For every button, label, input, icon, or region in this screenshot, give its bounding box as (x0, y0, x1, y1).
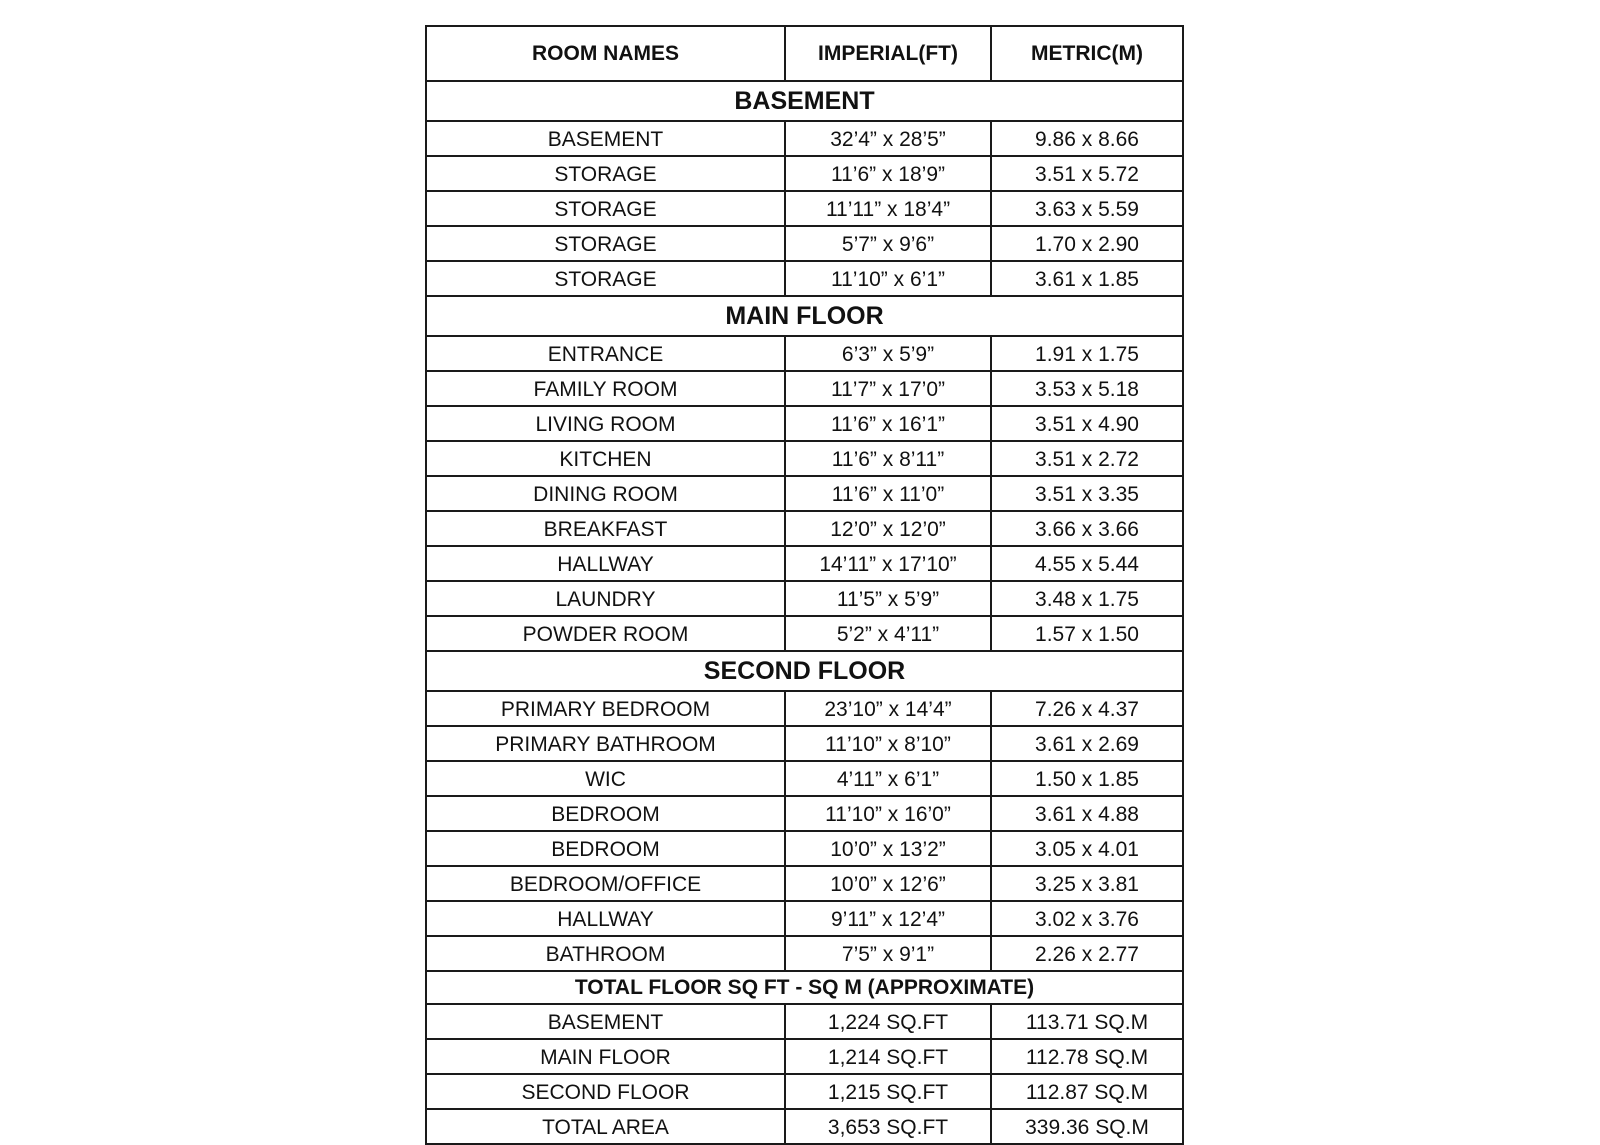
room-name-cell: BEDROOM (426, 796, 785, 831)
table-row (426, 866, 1183, 901)
imperial-cell: 10’0” x 13’2” (785, 831, 991, 866)
imperial-cell: 11’10” x 6’1” (785, 261, 991, 296)
metric-cell: 3.51 x 5.72 (991, 156, 1183, 191)
totals-section-title: TOTAL FLOOR SQ FT - SQ M (APPROXIMATE) (426, 971, 1183, 1004)
room-name-cell: STORAGE (426, 226, 785, 261)
totals-section (426, 971, 1183, 1004)
table-row (426, 406, 1183, 441)
room-name-cell: HALLWAY (426, 901, 785, 936)
table-row (426, 476, 1183, 511)
room-name-cell: FAMILY ROOM (426, 371, 785, 406)
imperial-cell: 12’0” x 12’0” (785, 511, 991, 546)
table-body (426, 81, 1183, 1144)
metric-cell: 3.51 x 4.90 (991, 406, 1183, 441)
section-basement-title: BASEMENT (426, 81, 1183, 121)
imperial-cell: 10’0” x 12’6” (785, 866, 991, 901)
room-name-cell: TOTAL AREA (426, 1109, 785, 1144)
imperial-cell: 11’6” x 18’9” (785, 156, 991, 191)
room-name-cell: ENTRANCE (426, 336, 785, 371)
imperial-cell: 5’7” x 9’6” (785, 226, 991, 261)
metric-cell: 3.63 x 5.59 (991, 191, 1183, 226)
table-row (426, 1004, 1183, 1039)
table-row (426, 371, 1183, 406)
metric-cell: 3.51 x 2.72 (991, 441, 1183, 476)
table-header-row (426, 26, 1183, 81)
imperial-cell: 11’6” x 11’0” (785, 476, 991, 511)
room-name-cell: HALLWAY (426, 546, 785, 581)
metric-cell: 4.55 x 5.44 (991, 546, 1183, 581)
table-row (426, 831, 1183, 866)
metric-cell: 7.26 x 4.37 (991, 691, 1183, 726)
room-name-cell: WIC (426, 761, 785, 796)
table-row (426, 121, 1183, 156)
table-row (426, 691, 1183, 726)
metric-cell: 3.61 x 1.85 (991, 261, 1183, 296)
table-row (426, 1074, 1183, 1109)
imperial-cell: 14’11” x 17’10” (785, 546, 991, 581)
table-row (426, 261, 1183, 296)
table-row (426, 441, 1183, 476)
room-name-cell: SECOND FLOOR (426, 1074, 785, 1109)
table-row (426, 1109, 1183, 1144)
imperial-cell: 11’6” x 16’1” (785, 406, 991, 441)
section-second-floor-title: SECOND FLOOR (426, 651, 1183, 691)
imperial-cell: 3,653 SQ.FT (785, 1109, 991, 1144)
table-row (426, 1039, 1183, 1074)
section-basement (426, 81, 1183, 121)
room-name-cell: PRIMARY BEDROOM (426, 691, 785, 726)
table-row (426, 936, 1183, 971)
room-name-cell: BASEMENT (426, 1004, 785, 1039)
imperial-cell: 11’5” x 5’9” (785, 581, 991, 616)
header-imperial: IMPERIAL(FT) (785, 26, 991, 81)
metric-cell: 3.53 x 5.18 (991, 371, 1183, 406)
imperial-cell: 32’4” x 28’5” (785, 121, 991, 156)
section-main-floor (426, 296, 1183, 336)
room-name-cell: BEDROOM/OFFICE (426, 866, 785, 901)
room-name-cell: BASEMENT (426, 121, 785, 156)
imperial-cell: 11’10” x 8’10” (785, 726, 991, 761)
section-main-floor-title: MAIN FLOOR (426, 296, 1183, 336)
imperial-cell: 11’11” x 18’4” (785, 191, 991, 226)
metric-cell: 3.05 x 4.01 (991, 831, 1183, 866)
metric-cell: 1.50 x 1.85 (991, 761, 1183, 796)
metric-cell: 112.87 SQ.M (991, 1074, 1183, 1109)
table-row (426, 191, 1183, 226)
metric-cell: 1.57 x 1.50 (991, 616, 1183, 651)
metric-cell: 3.61 x 4.88 (991, 796, 1183, 831)
room-name-cell: POWDER ROOM (426, 616, 785, 651)
table-row (426, 616, 1183, 651)
imperial-cell: 6’3” x 5’9” (785, 336, 991, 371)
metric-cell: 3.02 x 3.76 (991, 901, 1183, 936)
imperial-cell: 1,214 SQ.FT (785, 1039, 991, 1074)
metric-cell: 3.48 x 1.75 (991, 581, 1183, 616)
metric-cell: 9.86 x 8.66 (991, 121, 1183, 156)
metric-cell: 3.61 x 2.69 (991, 726, 1183, 761)
table-row (426, 796, 1183, 831)
table-row (426, 761, 1183, 796)
room-name-cell: DINING ROOM (426, 476, 785, 511)
imperial-cell: 11’6” x 8’11” (785, 441, 991, 476)
table-row (426, 581, 1183, 616)
table-row (426, 546, 1183, 581)
imperial-cell: 11’7” x 17’0” (785, 371, 991, 406)
metric-cell: 1.91 x 1.75 (991, 336, 1183, 371)
room-name-cell: PRIMARY BATHROOM (426, 726, 785, 761)
imperial-cell: 9’11” x 12’4” (785, 901, 991, 936)
metric-cell: 2.26 x 2.77 (991, 936, 1183, 971)
imperial-cell: 1,224 SQ.FT (785, 1004, 991, 1039)
room-dimensions-table (425, 25, 1184, 1145)
table-row (426, 726, 1183, 761)
room-name-cell: KITCHEN (426, 441, 785, 476)
metric-cell: 113.71 SQ.M (991, 1004, 1183, 1039)
room-name-cell: MAIN FLOOR (426, 1039, 785, 1074)
imperial-cell: 5’2” x 4’11” (785, 616, 991, 651)
metric-cell: 3.66 x 3.66 (991, 511, 1183, 546)
header-room-names: ROOM NAMES (426, 26, 785, 81)
table-row (426, 511, 1183, 546)
imperial-cell: 1,215 SQ.FT (785, 1074, 991, 1109)
metric-cell: 339.36 SQ.M (991, 1109, 1183, 1144)
table-row (426, 226, 1183, 261)
room-name-cell: BEDROOM (426, 831, 785, 866)
header-metric: METRIC(M) (991, 26, 1183, 81)
room-name-cell: BATHROOM (426, 936, 785, 971)
table-row (426, 336, 1183, 371)
room-name-cell: STORAGE (426, 156, 785, 191)
table-row (426, 901, 1183, 936)
room-name-cell: LIVING ROOM (426, 406, 785, 441)
room-name-cell: BREAKFAST (426, 511, 785, 546)
metric-cell: 1.70 x 2.90 (991, 226, 1183, 261)
metric-cell: 3.25 x 3.81 (991, 866, 1183, 901)
room-name-cell: LAUNDRY (426, 581, 785, 616)
room-name-cell: STORAGE (426, 261, 785, 296)
section-second-floor (426, 651, 1183, 691)
imperial-cell: 23’10” x 14’4” (785, 691, 991, 726)
room-name-cell: STORAGE (426, 191, 785, 226)
imperial-cell: 11’10” x 16’0” (785, 796, 991, 831)
metric-cell: 3.51 x 3.35 (991, 476, 1183, 511)
table-row (426, 156, 1183, 191)
imperial-cell: 4’11” x 6’1” (785, 761, 991, 796)
imperial-cell: 7’5” x 9’1” (785, 936, 991, 971)
metric-cell: 112.78 SQ.M (991, 1039, 1183, 1074)
